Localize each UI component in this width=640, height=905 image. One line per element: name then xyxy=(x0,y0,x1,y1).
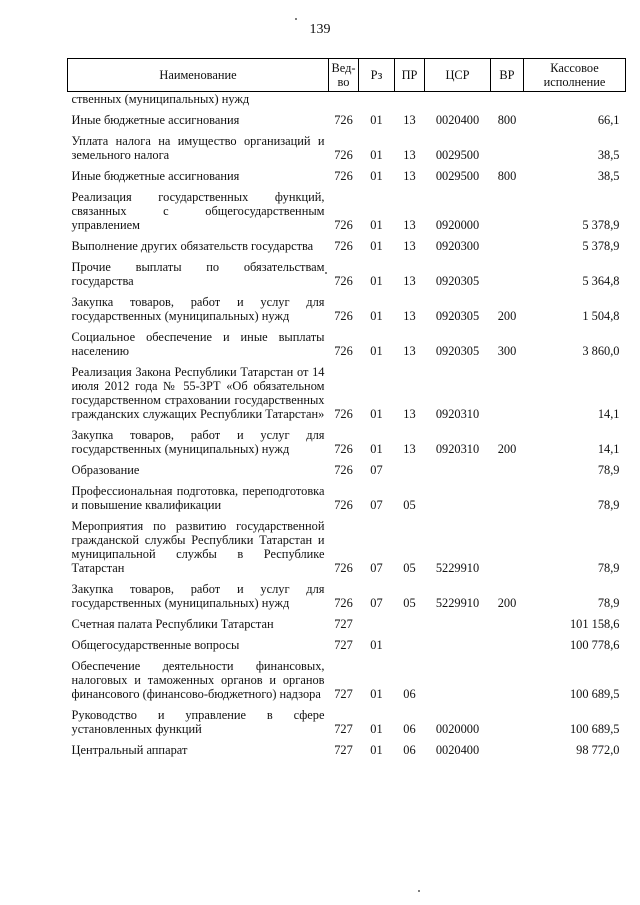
row-amount: 14,1 xyxy=(597,407,620,421)
page-number: 139 xyxy=(309,22,331,37)
row-pr: 05 xyxy=(403,596,416,610)
row-vr: 800 xyxy=(497,113,517,127)
row-rz: 01 xyxy=(370,274,383,288)
row-ved: 726 xyxy=(334,463,353,477)
row-csr: 0920305 xyxy=(435,309,480,323)
row-vr xyxy=(491,704,524,739)
row-csr: 0920300 xyxy=(435,239,480,253)
row-ved: 726 xyxy=(334,148,353,162)
row-name: Центральный аппарат xyxy=(71,743,188,757)
row-pr: 13 xyxy=(403,169,416,183)
row-name: Руководство и управление в сфере установленных функций xyxy=(71,708,325,736)
row-name: Реализация Закона Республики Татарстан от 14 июля 2012 года № 55-ЗРТ «Об обязательном государственном страховании государственных гражданских служащих Республики Татарстан» xyxy=(71,365,325,421)
table-row xyxy=(68,578,626,613)
row-amount: 98 772,0 xyxy=(576,743,620,757)
row-rz: 01 xyxy=(370,407,383,421)
row-vr xyxy=(491,515,524,578)
row-name: Иные бюджетные ассигнования xyxy=(71,169,240,183)
row-rz: 01 xyxy=(370,148,383,162)
row-ved: 726 xyxy=(334,561,353,575)
row-name: Образование xyxy=(71,463,140,477)
budget-table xyxy=(67,58,626,760)
row-rz: 07 xyxy=(370,596,383,610)
row-pr: 13 xyxy=(403,442,416,456)
row-csr xyxy=(425,92,491,110)
row-amount: 66,1 xyxy=(597,113,620,127)
row-pr: 13 xyxy=(403,407,416,421)
row-name: Социальное обеспечение и иные выплаты населению xyxy=(71,330,325,358)
row-rz: 01 xyxy=(370,218,383,232)
row-pr: 05 xyxy=(403,498,416,512)
row-pr: 06 xyxy=(403,687,416,701)
row-rz: 01 xyxy=(370,687,383,701)
row-amount: 100 778,6 xyxy=(569,638,620,652)
header-pr: ПР xyxy=(395,59,425,92)
table-row xyxy=(68,109,626,130)
row-name: Уплата налога на имущество организаций и земельного налога xyxy=(71,134,325,162)
row-rz: 01 xyxy=(370,239,383,253)
row-ved: 726 xyxy=(334,113,353,127)
row-pr: 06 xyxy=(403,722,416,736)
header-rz: Рз xyxy=(359,59,395,92)
row-vr xyxy=(491,130,524,165)
row-name: Закупка товаров, работ и услуг для государственных (муниципальных) нужд xyxy=(71,428,325,456)
row-name: Общегосударственные вопросы xyxy=(71,638,240,652)
header-ved: Вед- во xyxy=(329,59,359,92)
row-vr: 200 xyxy=(497,442,517,456)
header-name: Наименование xyxy=(68,59,329,92)
row-vr xyxy=(491,739,524,760)
row-ved: 727 xyxy=(334,722,353,736)
row-amount: 78,9 xyxy=(597,596,620,610)
row-rz xyxy=(359,92,395,110)
row-amount: 100 689,5 xyxy=(569,687,620,701)
row-amount: 78,9 xyxy=(597,561,620,575)
row-name: ственных (муниципальных) нужд xyxy=(71,92,250,106)
row-ved: 726 xyxy=(334,218,353,232)
row-csr: 0020000 xyxy=(435,722,480,736)
row-vr: 200 xyxy=(497,596,517,610)
table-row xyxy=(68,326,626,361)
row-csr xyxy=(425,655,491,704)
table-row xyxy=(68,92,626,110)
table-row xyxy=(68,480,626,515)
table-row xyxy=(68,186,626,235)
table-row xyxy=(68,704,626,739)
table-row xyxy=(68,361,626,424)
table-header xyxy=(68,59,626,92)
row-pr: 13 xyxy=(403,218,416,232)
row-ved: 727 xyxy=(334,743,353,757)
row-vr xyxy=(491,634,524,655)
table-row xyxy=(68,256,626,291)
table-row xyxy=(68,165,626,186)
row-csr xyxy=(425,459,491,480)
row-amount: 3 860,0 xyxy=(582,344,620,358)
row-pr: 13 xyxy=(403,274,416,288)
row-ved: 726 xyxy=(334,344,353,358)
row-rz: 01 xyxy=(370,442,383,456)
row-ved: 726 xyxy=(334,239,353,253)
row-pr: 13 xyxy=(403,239,416,253)
row-ved: 727 xyxy=(334,687,353,701)
table-row xyxy=(68,655,626,704)
row-vr xyxy=(491,361,524,424)
row-vr: 200 xyxy=(497,309,517,323)
row-amount: 5 364,8 xyxy=(582,274,620,288)
row-pr xyxy=(395,634,425,655)
table-row xyxy=(68,459,626,480)
row-name: Обеспечение деятельности финансовых, налоговых и таможенных органов и органов финансового (финансово-бюджетного) надзора xyxy=(71,659,325,701)
table-row xyxy=(68,130,626,165)
row-ved: 726 xyxy=(334,274,353,288)
header-vr: ВР xyxy=(491,59,524,92)
row-pr xyxy=(395,613,425,634)
row-pr xyxy=(395,459,425,480)
row-name: Мероприятия по развитию государственной гражданской службы Республики Татарстан и муниципальной службы в Республике Татарстан xyxy=(71,519,325,575)
row-csr xyxy=(425,634,491,655)
row-amount: 14,1 xyxy=(597,442,620,456)
row-ved: 726 xyxy=(334,442,353,456)
row-name: Закупка товаров, работ и услуг для государственных (муниципальных) нужд xyxy=(71,295,325,323)
row-vr xyxy=(491,480,524,515)
row-csr: 5229910 xyxy=(435,596,480,610)
table-row xyxy=(68,235,626,256)
row-pr: 05 xyxy=(403,561,416,575)
row-amount: 38,5 xyxy=(597,169,620,183)
row-ved: 726 xyxy=(334,498,353,512)
row-csr xyxy=(425,480,491,515)
row-name: Закупка товаров, работ и услуг для государственных (муниципальных) нужд xyxy=(71,582,325,610)
row-name: Иные бюджетные ассигнования xyxy=(71,113,240,127)
row-name: Выполнение других обязательств государства xyxy=(71,239,314,253)
row-vr xyxy=(491,655,524,704)
row-amount: 101 158,6 xyxy=(569,617,620,631)
row-ved: 726 xyxy=(334,309,353,323)
row-ved: 726 xyxy=(334,407,353,421)
row-name: Профессиональная подготовка, переподготовка и повышение квалификации xyxy=(71,484,325,512)
row-amount: 5 378,9 xyxy=(582,239,620,253)
row-rz: 07 xyxy=(370,463,383,477)
row-csr: 0920310 xyxy=(435,407,480,421)
row-csr: 0920310 xyxy=(435,442,480,456)
row-amount: 78,9 xyxy=(597,463,620,477)
row-csr: 0920305 xyxy=(435,344,480,358)
row-rz: 01 xyxy=(370,722,383,736)
table-row xyxy=(68,424,626,459)
row-csr: 0020400 xyxy=(435,113,480,127)
row-rz: 01 xyxy=(370,113,383,127)
row-pr: 13 xyxy=(403,113,416,127)
row-csr: 5229910 xyxy=(435,561,480,575)
header-amount: Кассовое исполнение xyxy=(524,59,626,92)
row-csr: 0020400 xyxy=(435,743,480,757)
row-ved xyxy=(329,92,359,110)
row-amount: 100 689,5 xyxy=(569,722,620,736)
row-csr xyxy=(425,613,491,634)
row-ved: 726 xyxy=(334,596,353,610)
row-pr: 13 xyxy=(403,148,416,162)
row-amount xyxy=(524,92,626,110)
row-vr xyxy=(491,235,524,256)
row-vr xyxy=(491,613,524,634)
scan-speck xyxy=(325,272,327,274)
table-row xyxy=(68,739,626,760)
row-rz: 01 xyxy=(370,638,383,652)
table-body xyxy=(68,92,626,761)
row-name: Прочие выплаты по обязательствам государства xyxy=(71,260,325,288)
row-ved: 727 xyxy=(334,617,353,631)
row-amount: 1 504,8 xyxy=(582,309,620,323)
row-rz: 07 xyxy=(370,561,383,575)
table-row xyxy=(68,291,626,326)
table-row xyxy=(68,515,626,578)
row-rz: 01 xyxy=(370,169,383,183)
row-vr: 800 xyxy=(497,169,517,183)
table-row xyxy=(68,613,626,634)
row-name: Реализация государственных функций, связанных с общегосударственным управлением xyxy=(71,190,325,232)
row-vr xyxy=(491,92,524,110)
row-ved: 727 xyxy=(334,638,353,652)
row-pr: 06 xyxy=(403,743,416,757)
row-vr: 300 xyxy=(497,344,517,358)
row-vr xyxy=(491,256,524,291)
row-pr xyxy=(395,92,425,110)
row-pr: 13 xyxy=(403,344,416,358)
table-row xyxy=(68,634,626,655)
row-vr xyxy=(491,459,524,480)
row-rz xyxy=(359,613,395,634)
row-csr: 0920000 xyxy=(435,218,480,232)
row-ved: 726 xyxy=(334,169,353,183)
row-vr xyxy=(491,186,524,235)
row-csr: 0029500 xyxy=(435,169,480,183)
row-amount: 78,9 xyxy=(597,498,620,512)
row-amount: 38,5 xyxy=(597,148,620,162)
row-csr: 0920305 xyxy=(435,274,480,288)
scan-speck xyxy=(295,18,297,20)
row-csr: 0029500 xyxy=(435,148,480,162)
scan-speck xyxy=(418,890,420,892)
row-rz: 07 xyxy=(370,498,383,512)
row-amount: 5 378,9 xyxy=(582,218,620,232)
row-name: Счетная палата Республики Татарстан xyxy=(71,617,274,631)
header-csr: ЦСР xyxy=(425,59,491,92)
row-rz: 01 xyxy=(370,344,383,358)
row-rz: 01 xyxy=(370,309,383,323)
row-pr: 13 xyxy=(403,309,416,323)
row-rz: 01 xyxy=(370,743,383,757)
